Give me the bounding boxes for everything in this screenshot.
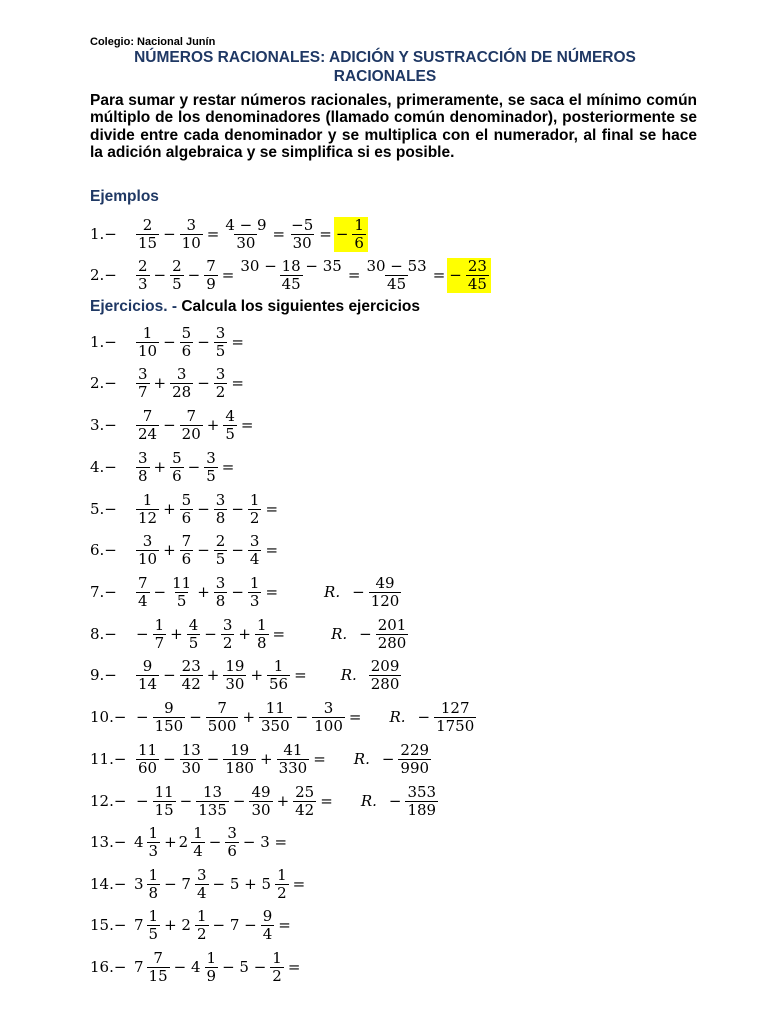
fraction: $\frac{1}{2}$ (196, 906, 207, 943)
answer: R. $\frac{209}{280}$ (340, 656, 400, 693)
fraction: $\frac{1}{10}$ (138, 323, 158, 360)
example-2: 2.− $\frac{2}{3}$ − $\frac{2}{5}$ − $\frac{7}{9}$ = $\frac{30 - 18 - 35}{45}$ = $\frac{30 - 53}{45}$ = − $\frac{23}{45}$ (90, 255, 491, 295)
fraction: $\frac{49}{30}$ (251, 782, 271, 819)
exercise-label: 12.− (90, 792, 127, 810)
fraction: $\frac{41}{330}$ (278, 740, 308, 777)
fraction: $\frac{7}{500}$ (207, 698, 237, 735)
exercise-label: 7.− (90, 583, 117, 601)
exercise-label: 2.− (90, 374, 117, 392)
fraction: $\frac{4}{5}$ (188, 615, 199, 652)
fraction: $\frac{19}{180}$ (225, 740, 254, 777)
fraction: $\frac{3}{2}$ (222, 615, 233, 652)
exercises-heading (90, 298, 420, 316)
answer-label: R. (324, 583, 341, 601)
fraction: $\frac{7}{20}$ (181, 406, 201, 443)
exercise-label: 8.− (90, 625, 117, 643)
fraction: $\frac{3}{10}$ (181, 215, 201, 252)
fraction: $\frac{1}{3}$ (148, 823, 159, 860)
answer: R. − $\frac{201}{280}$ (331, 615, 407, 652)
exercise-15: 15.− 7 $\frac{1}{5}$ + 2 $\frac{1}{2}$ − 7 − $\frac{9}{4}$ = (90, 906, 291, 943)
exercises-heading-label: Ejercicios. - (90, 298, 178, 315)
fraction: $\frac{1}{4}$ (193, 823, 203, 860)
fraction: $\frac{19}{30}$ (225, 656, 245, 693)
answer-label: R. (353, 750, 370, 768)
exercise-label: 5.− (90, 500, 117, 518)
exercise-9: 9.− $\frac{9}{14}$ − $\frac{23}{42}$ + $\frac{19}{30}$ + $\frac{1}{56}$ = R. $\frac{209}{280}$ (90, 655, 403, 695)
answer-label: R. (340, 666, 357, 684)
fraction: $\frac{5}{6}$ (181, 490, 192, 527)
fraction: $\frac{3}{5}$ (215, 323, 226, 360)
answer: R. − $\frac{229}{990}$ (353, 740, 430, 777)
fraction: $\frac{1}{2}$ (277, 865, 287, 902)
fraction: $\frac{3}{7}$ (138, 364, 148, 401)
fraction: $\frac{1}{12}$ (138, 490, 158, 527)
fraction: $\frac{3}{6}$ (227, 823, 237, 860)
fraction: $\frac{4}{5}$ (225, 406, 235, 443)
answer-label: R. (360, 792, 377, 810)
fraction: $\frac{2}{5}$ (215, 531, 226, 568)
fraction: $\frac{2}{5}$ (172, 256, 182, 293)
fraction: $\frac{11}{15}$ (154, 782, 174, 819)
highlighted-result: − $\frac{1}{6}$ (334, 217, 368, 252)
fraction: $\frac{2}{3}$ (138, 256, 148, 293)
fraction: $\frac{3}{5}$ (206, 448, 216, 485)
answer: R. − $\frac{353}{189}$ (360, 782, 437, 819)
exercise-label: 11.− (90, 750, 127, 768)
exercise-4: 4.− $\frac{3}{8}$ + $\frac{5}{6}$ − $\frac{3}{5}$ = (90, 448, 235, 485)
highlighted-result: − $\frac{23}{45}$ (447, 258, 491, 293)
fraction: $\frac{7}{9}$ (206, 256, 216, 293)
exercise-2: 2.− $\frac{3}{7}$ + $\frac{3}{28}$ − $\frac{3}{2}$ = (90, 364, 244, 401)
fraction: $\frac{3}{10}$ (138, 531, 158, 568)
fraction: $\frac{7}{6}$ (181, 531, 192, 568)
exercises-instruction: Calcula los siguientes ejercicios (181, 298, 420, 315)
fraction: $\frac{3}{8}$ (215, 490, 226, 527)
fraction: $\frac{1}{2}$ (272, 948, 282, 985)
exercise-10: 10.− − $\frac{9}{150}$ − $\frac{7}{500}$ + $\frac{11}{350}$ − $\frac{3}{100}$ = R. − $\frac{127}{1750}$ (90, 697, 478, 737)
answer: R. − $\frac{127}{1750}$ (389, 698, 475, 735)
fraction: $\frac{1}{2}$ (249, 490, 260, 527)
fraction: $\frac{1}{9}$ (206, 948, 217, 985)
fraction: $\frac{1}{8}$ (256, 615, 267, 652)
exercise-16: 16.− 7 $\frac{7}{15}$ − 4 $\frac{1}{9}$ − 5 − $\frac{1}{2}$ = (90, 948, 301, 985)
fraction: $\frac{5}{6}$ (181, 323, 192, 360)
exercise-label: 14.− (90, 875, 127, 893)
exercise-12: 12.− − $\frac{11}{15}$ − $\frac{13}{135}$ − $\frac{49}{30}$ + $\frac{25}{42}$ = R. − $\frac{353}{189}$ (90, 781, 440, 821)
fraction: $\frac{7}{15}$ (148, 948, 168, 985)
exercise-5: 5.− $\frac{1}{12}$ + $\frac{5}{6}$ − $\frac{3}{8}$ − $\frac{1}{2}$ = (90, 490, 279, 527)
fraction: $\frac{-5}{30}$ (291, 215, 314, 252)
fraction: $\frac{1}{3}$ (249, 573, 260, 610)
fraction: $\frac{3}{28}$ (172, 364, 192, 401)
fraction: $\frac{9}{14}$ (138, 656, 158, 693)
answer-label: R. (331, 625, 348, 643)
fraction: $\frac{1}{56}$ (269, 656, 289, 693)
exercise-8: 8.− − $\frac{1}{7}$ + $\frac{4}{5}$ − $\frac{3}{2}$ + $\frac{1}{8}$ = R. − $\frac{201}{280}$ (90, 614, 410, 654)
exercise-label: 3.− (90, 416, 117, 434)
exercise-13: 13.− 4 $\frac{1}{3}$ + 2 $\frac{1}{4}$ − $\frac{3}{6}$ − 3 = (90, 823, 288, 860)
exercise-11: 11.− $\frac{11}{60}$ − $\frac{13}{30}$ − $\frac{19}{180}$ + $\frac{41}{330}$ = R. − $\frac{229}{990}$ (90, 739, 433, 779)
example-1: 1.− $\frac{2}{15}$ − $\frac{3}{10}$ = $\frac{4 - 9}{30}$ = $\frac{-5}{30}$ = − $\frac{1}{6}$ (90, 214, 368, 254)
examples-heading: Ejemplos (90, 188, 159, 205)
fraction: $\frac{3}{2}$ (215, 364, 226, 401)
fraction: $\frac{23}{42}$ (181, 656, 201, 693)
fraction: $\frac{13}{135}$ (198, 782, 227, 819)
exercise-label: 9.− (90, 666, 117, 684)
fraction: $\frac{9}{4}$ (262, 906, 273, 943)
answer: R. − $\frac{49}{120}$ (324, 573, 400, 610)
exercise-label: 15.− (90, 916, 127, 934)
exercise-label: 6.− (90, 541, 117, 559)
fraction: $\frac{13}{30}$ (181, 740, 201, 777)
exercise-label: 16.− (90, 958, 127, 976)
fraction: $\frac{11}{5}$ (172, 573, 192, 610)
example-label: 1.− (90, 225, 117, 243)
fraction: $\frac{5}{6}$ (172, 448, 182, 485)
fraction: $\frac{2}{15}$ (138, 215, 158, 252)
exercise-label: 4.− (90, 458, 117, 476)
fraction: $\frac{1}{7}$ (154, 615, 165, 652)
fraction: $\frac{11}{350}$ (261, 698, 290, 735)
exercise-6: 6.− $\frac{3}{10}$ + $\frac{7}{6}$ − $\frac{2}{5}$ − $\frac{3}{4}$ = (90, 531, 279, 568)
fraction: $\frac{3}{100}$ (314, 698, 343, 735)
fraction: $\frac{1}{8}$ (148, 865, 159, 902)
page-title: NÚMEROS RACIONALES: ADICIÓN Y SUSTRACCIÓN DE NÚMEROS RACIONALES (134, 49, 636, 85)
fraction: $\frac{9}{150}$ (154, 698, 184, 735)
fraction: $\frac{25}{42}$ (295, 782, 315, 819)
intro-paragraph: Para sumar y restar números racionales, primeramente, se saca el mínimo común múltiplo de los denominadores (llamado común denominador), posteriormente se divide entre cada denominador y se multiplica con el numerador, al final se hace la adición algebraica y se simplifica si es posible. (90, 92, 697, 162)
fraction: $\frac{3}{4}$ (196, 865, 207, 902)
fraction: $\frac{7}{4}$ (138, 573, 148, 610)
exercise-label: 13.− (90, 833, 127, 851)
fraction: $\frac{30 - 53}{45}$ (366, 256, 427, 293)
exercise-3: 3.− $\frac{7}{24}$ − $\frac{7}{20}$ + $\frac{4}{5}$ = (90, 406, 254, 443)
exercise-label: 10.− (90, 708, 127, 726)
fraction: $\frac{3}{8}$ (138, 448, 148, 485)
fraction: $\frac{3}{8}$ (215, 573, 226, 610)
fraction: $\frac{1}{5}$ (148, 906, 159, 943)
fraction: $\frac{4 - 9}{30}$ (225, 215, 267, 252)
school-name: Colegio: Nacional Junín (90, 36, 216, 48)
example-label: 2.− (90, 266, 117, 284)
fraction: $\frac{11}{60}$ (138, 740, 158, 777)
exercise-14: 14.− 3 $\frac{1}{8}$ − 7 $\frac{3}{4}$ − 5 + 5 $\frac{1}{2}$ = (90, 865, 306, 902)
exercise-label: 1.− (90, 333, 117, 351)
fraction: $\frac{3}{4}$ (249, 531, 260, 568)
exercise-1: 1.− $\frac{1}{10}$ − $\frac{5}{6}$ − $\frac{3}{5}$ = (90, 323, 244, 360)
answer-label: R. (389, 708, 406, 726)
exercise-7: 7.− $\frac{7}{4}$ − $\frac{11}{5}$ + $\frac{3}{8}$ − $\frac{1}{3}$ = R. − $\frac{49}{120}$ (90, 572, 403, 612)
fraction: $\frac{30 - 18 - 35}{45}$ (240, 256, 342, 293)
fraction: $\frac{7}{24}$ (138, 406, 158, 443)
